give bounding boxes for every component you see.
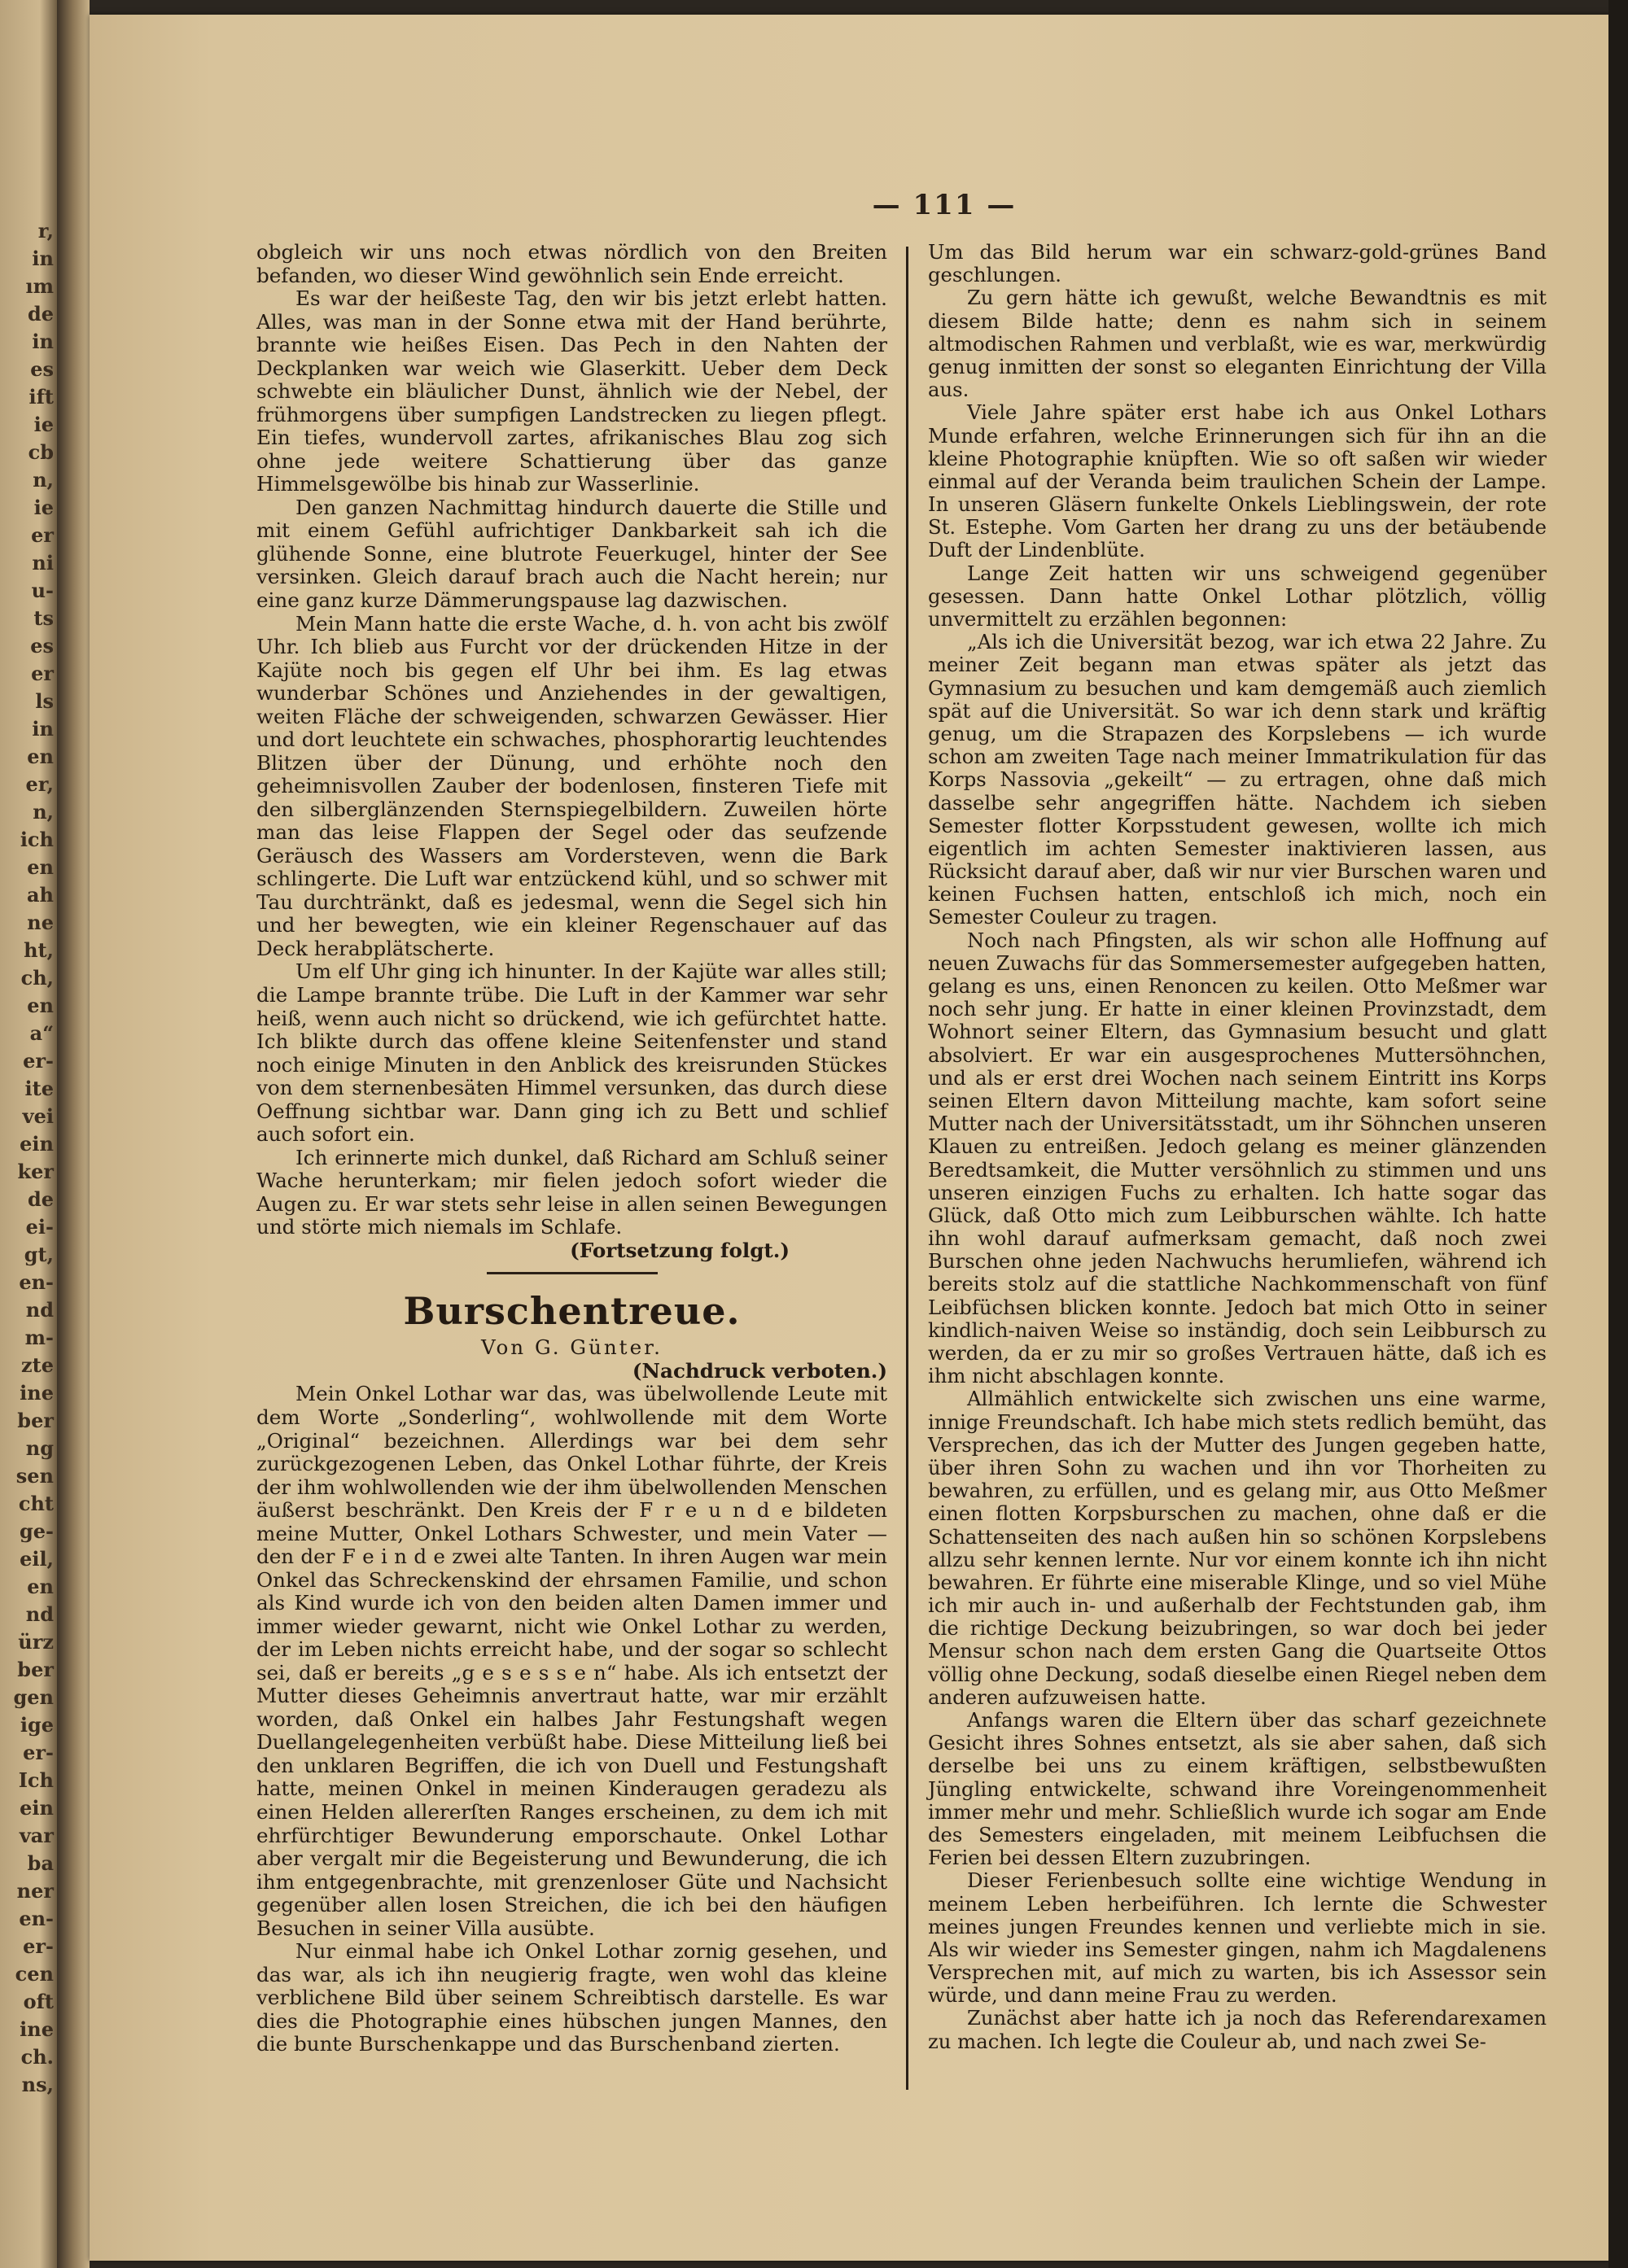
facing-page-fragment: ber — [17, 1658, 54, 1681]
paragraph: Mein Onkel Lothar war das, was übelwollende Leute mit dem Worte „Sonderling“, wohlwollende mit dem Worte „Original“ bezeichnen. Allerdings war bei dem sehr zurückgezogenen Leben, das Onkel Lothar führte, der Kreis der ihm wohlwollenden wie der ihm übelwollenden Menschen äußerst beschränkt. Den Kreis der F r e u n d e bildeten meine Mutter, Onkel Lothars Schwester, und mein Vater — den der F e i n d e zwei alte Tanten. In ihren Augen war mein Onkel das Schreckenskind der ehrsamen Familie, und schon als Kind wurde ich von den beiden alten Damen immer und immer wieder gewarnt, nicht wie Onkel Lothar zu werden, der im Leben nichts erreicht habe, und der sogar so schlecht sei, daß er bereits „g e s e s s e n“ habe. Als ich entsetzt der Mutter dieses Geheimnis anvertraut hatte, war mir erzählt worden, daß Onkel ein halbes Jahr Festungshaft wegen Duellangelegenheiten verbüßt habe. Diese Mitteilung ließ bei den unklaren Begriffen, die ich von Duell und Festungshaft hatte, meinen Onkel in meinen Kinderaugen geradezu als einen Helden allererſten Ranges erscheinen, zu dem ich mit ehrfürchtiger Bewunderung emporschaute. Onkel Lothar aber vergalt mir die Begeisterung und Bewunderung, die ich ihm entgegenbrachte, mit grenzenloser Güte und Nachsicht gegenüber allen losen Streichen, die ich bei den häufigen Besuchen in seiner Villa ausübte. — [256, 1382, 887, 1940]
facing-page-fragment: nd — [25, 1298, 54, 1322]
paragraph: Zu gern hätte ich gewußt, welche Bewandtnis es mit diesem Bilde hatte; denn es nahm sich in seinem altmodischen Rahmen und verblaßt, wie es war, merkwürdig genug inmitten der sonst so eleganten Einrichtung der Villa aus. — [928, 286, 1547, 402]
facing-page-fragment: ich — [20, 828, 54, 851]
facing-page-fragment: var — [19, 1824, 54, 1847]
facing-page-fragment: cht — [18, 1492, 54, 1515]
facing-page-fragment: ht, — [24, 938, 54, 962]
paragraph: Anfangs waren die Eltern über das scharf gezeichnete Gesicht ihres Sohnes entsetzt, als sie aber sahen, daß sich derselbe bei uns zu einem kräftigen, selbstbewußten Jüngling entwickelte, schwand ihre Voreingenommenheit immer mehr und mehr. Schließlich wurde ich sogar am Ende des Semesters eingeladen, mit meinem Leibfuchsen die Ferien bei dessen Eltern zuzubringen. — [928, 1708, 1547, 1870]
facing-page-fragment: gen — [13, 1685, 54, 1709]
facing-page-fragment: ni — [32, 551, 54, 575]
book-gutter — [57, 0, 90, 2268]
facing-page-fragment: ein — [20, 1796, 54, 1820]
facing-page-fragment: gt, — [24, 1243, 54, 1266]
facing-page-fragment: ls — [35, 689, 54, 713]
facing-page-fragment: in — [32, 330, 54, 353]
article-body-continued — [928, 241, 1547, 2053]
facing-page-fragment: ge- — [19, 1519, 54, 1543]
paragraph: obgleich wir uns noch etwas nördlich von den Breiten befanden, wo dieser Wind gewöhnlich sein Ende erreicht. — [256, 240, 887, 287]
facing-page-fragment: ns, — [21, 2073, 54, 2096]
facing-page-fragment: de — [27, 302, 54, 326]
paragraph: „Als ich die Universität bezog, war ich etwa 22 Jahre. Zu meiner Zeit begann man etwas später als jetzt das Gymnasium zu besuchen und kam demgemäß auch ziemlich spät auf die Universität. So war ich denn stark und kräftig genug, um die Strapazen des Korpslebens — ich wurde schon am zweiten Tage nach meiner Immatrikulation für das Korps Nassovia „gekeilt“ — zu ertragen, ohne daß mich dasselbe sehr angegriffen hätte. Nachdem ich sieben Semester flotter Korpsstudent gewesen, wollte ich mich eigentlich im achten Semester inaktivieren lassen, aus Rücksicht darauf aber, daß wir nur vier Burschen waren und keinen Fuchsen hatten, entschloß ich mich, noch ein Semester Couleur zu tragen. — [928, 630, 1547, 929]
paragraph: Ich erinnerte mich dunkel, daß Richard am Schluß seiner Wache herunterkam; mir fielen jedoch sofort wieder die Augen zu. Er war stets sehr leise in allen seinen Bewegungen und störte mich niemals im Schlafe. — [256, 1145, 887, 1239]
facing-page-fragment: ker — [17, 1160, 54, 1183]
facing-page-fragment: ine — [20, 2017, 54, 2041]
facing-page-fragment: ürz — [18, 1630, 54, 1654]
facing-page-fragment: ite — [24, 1077, 54, 1100]
facing-page-fragment: er — [31, 523, 54, 547]
paragraph: Allmählich entwickelte sich zwischen uns eine warme, innige Freundschaft. Ich habe mich stets redlich bemüht, das Versprechen, das ich der Mutter des Jungen gegeben hatte, über ihren Sohn zu wachen und ihn vor Thorheiten zu bewahren, zu erfüllen, und es gelang mir, aus Otto Meßmer einen flotten Korpsburschen zu machen, ohne daß er die Schattenseiten des nach außen hin so schönen Korpslebens allzu sehr kennen lernte. Nur vor einem konnte ich ihn nicht bewahren. Er führte eine miserable Klinge, und so viel Mühe ich mir auch in- und außerhalb der Fechtstunden gab, ihm die richtige Deckung beizubringen, so war doch bei jeder Mensur schon nach dem ersten Gang die Quartseite Ottos völlig ohne Deckung, sodaß dieselbe einen Riegel neben dem anderen aufzuweisen hatte. — [928, 1387, 1547, 1709]
left-column — [256, 241, 887, 2056]
paragraph: Dieser Ferienbesuch sollte eine wichtige Wendung in meinem Leben herbeiführen. Ich lernte die Schwester meines jungen Freundes kennen und verliebte mich in sie. Als wir wieder ins Semester gingen, nahm ich Magdalenens Versprechen mit, auf mich zu warten, bis ich Assessor sein würde, und dann meine Frau zu werden. — [928, 1868, 1547, 2008]
facing-page-fragment: ne — [27, 911, 54, 934]
facing-page-fragment: ts — [33, 606, 54, 630]
facing-page-fragment: ber — [17, 1409, 54, 1432]
paragraph: Zunächst aber hatte ich ja noch das Referendarexamen zu machen. Ich legte die Couleur ab, und nach zwei Se- — [928, 2006, 1547, 2053]
paragraph: Nur einmal habe ich Onkel Lothar zornig gesehen, und das war, als ich ihn neugierig fragte, wen wohl das kleine verblichene Bild über seinem Schreibtisch darstelle. Es war dies die Photographie eines hübschen jungen Mannes, den die bunte Burschenkappe und das Burschenband zierten. — [256, 1939, 887, 2056]
paragraph: Um das Bild herum war ein schwarz-gold-grünes Band geschlungen. — [928, 240, 1547, 287]
right-column — [928, 241, 1547, 2053]
facing-page-fragment: er- — [23, 1049, 54, 1073]
facing-page-fragment: zte — [21, 1353, 54, 1377]
paragraph: Noch nach Pfingsten, als wir schon alle Hoffnung auf neuen Zuwachs für das Sommersemester aufgegeben hatten, gelang es uns, einen Renoncen zu keilen. Otto Meßmer war noch sehr jung. Er hatte in einer kleinen Provinzstadt, dem Wohnort seiner Eltern, das Gymnasium besucht und glatt absolviert. Er war ein ausgesprochenes Muttersöhnchen, und als er erst drei Wochen nach seinem Eintritt ins Korps seinen Eltern davon Mitteilung machte, kam sofort seine Mutter nach der Universitätsstadt, um ihr Söhnchen unseren Klauen zu entreißen. Jedoch gelang es meiner glänzenden Beredtsamkeit, die Mutter versöhnlich zu stimmen und uns unseren einzigen Fuchs zu erhalten. Ich hatte sogar das Glück, daß Otto mich zum Leibburschen wählte. Ich hatte ihn wohl darauf aufmerksam gemacht, daß noch zwei Burschen ohne jeden Nachwuchs herumliefen, während ich bereits stolz auf die stattliche Nachkommenschaft von fünf Leibfüchsen blicken konnte. Jedoch bat mich Otto in seiner kindlich-naiven Weise so inständig, doch sein Leibbursch zu werden, da er zu mir so großes Vertrauen hätte, daß ich es ihm nicht abschlagen konnte. — [928, 928, 1547, 1388]
facing-page-fragment: cen — [15, 1962, 54, 1986]
page-number: — 111 — — [872, 189, 1017, 221]
facing-page-fragment: es — [30, 634, 54, 658]
facing-page-fragment: oft — [23, 1990, 54, 2013]
facing-page-fragment: er- — [23, 1934, 54, 1958]
facing-page-fragment: en — [27, 1575, 54, 1598]
facing-page-fragment: ner — [16, 1879, 54, 1903]
facing-page-fragment: er, — [25, 772, 54, 796]
adjacent-page-edge — [0, 0, 57, 2268]
paragraph: Mein Mann hatte die erste Wache, d. h. von acht bis zwölf Uhr. Ich blieb aus Furcht vor der drückenden Hitze in der Kajüte noch bis gegen elf Uhr bei ihm. Es lag etwas wunderbar Schönes und Anziehendes in der gewaltigen, weiten Fläche der schweigenden, schwarzen Gewässer. Hier und dort leuchtete ein schwaches, phosphorartig leuchtendes Blitzen über der Dünung, und erhöhte noch den geheimnisvollen Zauber der bodenlosen, finsteren Tiefe mit den silberglänzenden Sternspiegelbildern. Zuweilen hörte man das leise Flappen der Segel oder das seufzende Geräusch des Wassers am Vordersteven, wenn die Bark schlingerte. Die Luft war entzückend kühl, und so schwer mit Tau durchtränkt, daß es jedesmal, wenn die Segel sich hin und her bewegten, wie ein kleiner Regenschauer auf das Deck herabplätscherte. — [256, 611, 887, 960]
paragraph: Lange Zeit hatten wir uns schweigend gegenüber gesessen. Dann hatte Onkel Lothar plötzlich, völlig unvermittelt zu erzählen begonnen: — [928, 561, 1547, 631]
facing-page-fragment: ba — [27, 1851, 54, 1875]
facing-page-fragment: en — [27, 745, 54, 768]
facing-page-fragment: eil, — [20, 1547, 54, 1571]
facing-page-fragment: en — [27, 994, 54, 1017]
paragraph: Den ganzen Nachmittag hindurch dauerte die Stille und mit einem Gefühl aufrichtiger Dankbarkeit sah ich die glühende Sonne, eine blutrote Feuerkugel, hinter der See versinken. Gleich darauf brach auch die Nacht herein; nur eine ganz kurze Dämmerungspause lag dazwischen. — [256, 495, 887, 612]
facing-page-fragment: es — [30, 357, 54, 381]
facing-page-fragment: u- — [31, 579, 54, 602]
facing-page-fragment: ım — [25, 274, 54, 298]
facing-page-fragment: er — [31, 662, 54, 685]
facing-page-fragment: ch. — [20, 2045, 54, 2069]
facing-page-fragment: ige — [20, 1713, 54, 1737]
facing-page-fragment: ein — [20, 1132, 54, 1156]
column-divider — [906, 247, 908, 2090]
document-page — [90, 15, 1608, 2261]
facing-page-fragment: ah — [27, 883, 54, 907]
facing-page-fragment: a“ — [29, 1021, 54, 1045]
facing-page-fragment: en — [27, 855, 54, 879]
facing-page-fragment: ift — [28, 385, 54, 409]
facing-page-fragment: er- — [23, 1741, 54, 1764]
continuation-note: (Fortsetzung folgt.) — [570, 1238, 790, 1262]
facing-page-fragment: n, — [33, 468, 54, 492]
facing-page-fragment: en- — [19, 1270, 54, 1294]
facing-page-fragment: ine — [20, 1381, 54, 1405]
facing-page-fragment: sen — [15, 1464, 54, 1488]
facing-page-fragment: cb — [28, 440, 54, 464]
section-divider — [487, 1272, 658, 1274]
facing-page-fragment: m- — [24, 1326, 54, 1349]
facing-page-fragment: r, — [37, 219, 54, 243]
scan-border — [1608, 0, 1628, 2268]
facing-page-fragment: en- — [19, 1907, 54, 1930]
article-body-start — [256, 1383, 887, 2056]
facing-page-fragment: ch, — [20, 966, 54, 990]
paragraph: Es war der heißeste Tag, den wir bis jetzt erlebt hatten. Alles, was man in der Sonne etwa mit der Hand berührte, brannte wie heißes Eisen. Das Pech in den Nahten der Deckplanken war weich wie Glaserkitt. Ueber dem Deck schwebte ein bläulicher Dunst, ähnlich wie der Nebel, der frühmorgens über sumpfigen Landstrecken zu liegen pflegt. Ein tiefes, wundervoll zartes, afrikanisches Blau zog sich ohne jede weitere Schattierung über das ganze Himmelsgewölbe bis hinab zur Wasserlinie. — [256, 286, 887, 496]
paragraph: Um elf Uhr ging ich hinunter. In der Kajüte war alles still; die Lampe brannte trübe. Die Luft in der Kammer war sehr heiß, wenn auch nicht so drückend, wie ich gefürchtet hatte. Ich blikte durch das offene kleine Seitenfenster und stand noch einige Minuten in den Anblick des kreisrunden Stückes von dem sternenbesäten Himmel versunken, das durch diese Oeffnung sichtbar war. Dann ging ich zu Bett und schlief auch sofort ein. — [256, 959, 887, 1147]
serial-story-end — [256, 241, 887, 1239]
facing-page-fragment: vei — [22, 1104, 54, 1128]
facing-page-fragment: nd — [25, 1602, 54, 1626]
facing-page-fragment: ie — [33, 496, 54, 519]
facing-page-fragment: ei- — [25, 1215, 54, 1239]
facing-page-fragment: in — [32, 247, 54, 270]
reprint-notice: (Nachdruck verboten.) — [632, 1358, 887, 1383]
facing-page-fragment: n, — [33, 800, 54, 824]
facing-page-fragment: ie — [33, 413, 54, 436]
paragraph: Viele Jahre später erst habe ich aus Onkel Lothars Munde erfahren, welche Erinnerungen sich für ihn an die kleine Photographie knüpften. Wie so oft saßen wir wieder einmal auf der Veranda beim traulichen Schein der Lampe. In unseren Gläsern funkelte Onkels Lieblingswein, der rote St. Estephe. Vom Garten her drang zu uns der betäubende Duft der Lindenblüte. — [928, 400, 1547, 562]
article-headline: Burschentreue. — [403, 1289, 741, 1334]
article-byline: Von G. Günter. — [480, 1335, 663, 1360]
facing-page-fragment: ng — [25, 1436, 54, 1460]
facing-page-fragment: Ich — [18, 1768, 54, 1792]
facing-page-fragment: in — [32, 717, 54, 741]
facing-page-fragment: de — [27, 1187, 54, 1211]
